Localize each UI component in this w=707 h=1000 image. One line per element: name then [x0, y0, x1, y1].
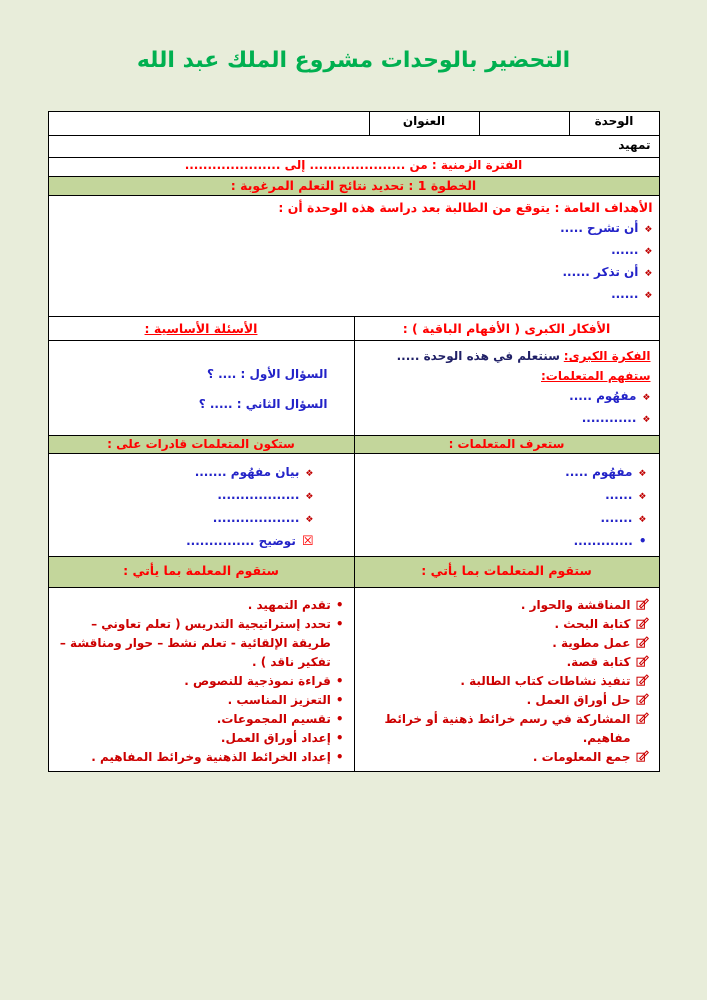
able-item	[55, 462, 314, 485]
able-header: ستكون المتعلمات قادرات على :	[107, 437, 295, 451]
big-idea-cell	[354, 341, 659, 435]
boxed-x-icon: ☒	[301, 534, 314, 549]
question-item: السؤال الثاني : ..... ؟	[198, 397, 328, 411]
learner-item-text: حل أوراق العمل .	[526, 693, 631, 707]
writing-hand-icon	[636, 749, 649, 768]
teacher-item-text: تقدم التمهيد .	[247, 598, 331, 612]
able-item-text: ..................	[217, 488, 300, 502]
teacher-item-text: تقسيم المجموعات.	[216, 712, 331, 726]
diamond-bullet-icon: ❖	[638, 515, 647, 525]
big-idea-text: سنتعلم في هذه الوحدة .....	[396, 349, 560, 363]
writing-hand-icon	[636, 692, 649, 711]
writing-hand-icon	[636, 616, 649, 635]
teacher-item	[55, 729, 344, 748]
diamond-bullet-icon: ❖	[638, 492, 647, 502]
teacher-item-text: إعداد أوراق العمل.	[220, 731, 331, 745]
learner-item-text: المناقشة والحوار .	[520, 598, 631, 612]
know-item	[367, 531, 647, 552]
lesson-plan-table	[48, 111, 660, 772]
know-item	[367, 485, 647, 508]
learner-item-text: عمل مطوية .	[552, 636, 631, 650]
dot-bullet-icon: •	[335, 674, 344, 688]
dot-bullet-icon: •	[335, 693, 344, 707]
teacher-item-text: قراءة نموذجية للنصوص .	[184, 674, 331, 688]
diamond-bullet-icon: ❖	[644, 291, 653, 301]
unit-label: الوحدة	[569, 112, 659, 135]
learner-item-text: كتابة قصة.	[566, 655, 631, 669]
learner-item-text: تنفيذ نشاطات كتاب الطالبة .	[460, 674, 631, 688]
learner-item-text: كتابة البحث .	[554, 617, 631, 631]
able-item	[55, 485, 314, 508]
activities-content-row	[49, 587, 659, 771]
ideas-header-row	[49, 316, 659, 340]
know-item	[367, 508, 647, 531]
questions-cell	[49, 341, 354, 435]
learner-item	[365, 710, 649, 748]
teacher-item	[55, 710, 344, 729]
dot-bullet-icon: •	[335, 750, 344, 764]
understand-item	[363, 408, 651, 430]
know-item-text: ......	[605, 488, 633, 502]
writing-hand-icon	[636, 654, 649, 673]
learner-item	[365, 672, 649, 691]
learner-item	[365, 596, 649, 615]
teacher-item	[55, 748, 344, 767]
writing-hand-icon	[636, 635, 649, 654]
objective-text: ......	[611, 287, 639, 301]
learner-item-text: جمع المعلومات .	[532, 750, 631, 764]
learner-item	[365, 748, 649, 767]
teacher-item-text: التعزيز المناسب .	[227, 693, 331, 707]
able-item	[55, 508, 314, 531]
learner-item	[365, 615, 649, 634]
diamond-bullet-icon: ❖	[644, 247, 653, 257]
step1-header-row	[49, 176, 659, 195]
dot-bullet-icon: •	[638, 534, 647, 548]
diamond-bullet-icon: ❖	[644, 225, 653, 235]
intro-label: تمهيد	[618, 138, 651, 152]
learner-activities-cell	[354, 588, 659, 771]
period-row	[49, 157, 659, 176]
know-cell	[354, 454, 659, 556]
know-item-text: .............	[573, 534, 633, 548]
objective-item	[55, 262, 653, 284]
learner-item	[365, 691, 649, 710]
able-item-text: بيان مفهُوم .......	[194, 465, 300, 479]
teacher-activities-cell	[49, 588, 354, 771]
period-text: الفترة الزمنية : من ..................... إلى .....................	[184, 158, 523, 172]
activities-header-row	[49, 556, 659, 587]
diamond-bullet-icon: ❖	[642, 393, 651, 403]
know-item-text: مفهُوم .....	[565, 465, 633, 479]
question-item: السؤال الأول : .... ؟	[206, 367, 328, 381]
diamond-bullet-icon: ❖	[305, 492, 314, 502]
able-item-text: ...................	[212, 511, 300, 525]
big-idea-label: الفكرة الكبرى:	[563, 349, 651, 363]
teacher-item	[55, 691, 344, 710]
teacher-item-text: تحدد إستراتيجية التدريس ( تعلم تعاوني – طريقة الإلقائية - تعلم نشط – حوار ومناقشة – تفكير ناقد ) .	[59, 617, 331, 669]
intro-row	[49, 135, 659, 157]
diamond-bullet-icon: ❖	[305, 515, 314, 525]
dot-bullet-icon: •	[335, 617, 344, 631]
writing-hand-icon	[636, 673, 649, 692]
able-cell	[49, 454, 354, 556]
title-label: العنوان	[369, 112, 479, 135]
title-value-cell	[49, 112, 369, 135]
dot-bullet-icon: •	[335, 598, 344, 612]
teacher-header: ستقوم المعلمة بما يأتي :	[123, 563, 279, 578]
objective-item	[55, 218, 653, 240]
understand-item-text: ............	[581, 411, 637, 425]
objective-text: أن تذكر ......	[562, 265, 639, 279]
able-item-text: توضيح ...............	[186, 534, 296, 548]
understand-item	[363, 386, 651, 408]
big-ideas-header: الأفكار الكبرى ( الأفهام الباقية ) :	[354, 317, 659, 340]
dot-bullet-icon: •	[335, 712, 344, 726]
understand-item-text: مفهُوم .....	[569, 389, 637, 403]
unit-title-row	[49, 112, 659, 135]
objective-text: أن تشرح .....	[560, 221, 639, 235]
step1-header: الخطوة 1 : تحديد نتائج التعلم المرغوبة :	[230, 178, 477, 193]
diamond-bullet-icon: ❖	[642, 415, 651, 425]
know-header: ستعرف المتعلمات :	[354, 436, 659, 453]
learner-item-text: المشاركة في رسم خرائط ذهنية أو خرائط مفاهيم.	[384, 712, 631, 745]
know-item	[367, 462, 647, 485]
able-item	[55, 531, 314, 552]
objective-item	[55, 284, 653, 306]
diamond-bullet-icon: ❖	[644, 269, 653, 279]
essential-questions-header: الأسئلة الأساسية :	[144, 321, 258, 336]
know-able-content-row	[49, 453, 659, 556]
objectives-row	[49, 195, 659, 316]
know-item-text: .......	[600, 511, 633, 525]
ideas-content-row	[49, 340, 659, 435]
big-idea-line	[363, 346, 651, 366]
objective-item	[55, 240, 653, 262]
teacher-item	[55, 672, 344, 691]
teacher-item	[55, 596, 344, 615]
learner-item	[365, 653, 649, 672]
writing-hand-icon	[636, 597, 649, 616]
know-able-header-row	[49, 435, 659, 453]
teacher-item	[55, 615, 344, 672]
diamond-bullet-icon: ❖	[305, 469, 314, 479]
understand-label: ستفهم المتعلمات:	[541, 369, 651, 383]
objective-text: ......	[611, 243, 639, 257]
learner-item	[365, 634, 649, 653]
learners-header: ستقوم المتعلمات بما يأتي :	[354, 557, 659, 587]
writing-hand-icon	[636, 711, 649, 730]
document-title: التحضير بالوحدات مشروع الملك عبد الله	[136, 48, 571, 73]
objectives-heading: الأهداف العامة : يتوقع من الطالبة بعد دراسة هذه الوحدة أن :	[278, 200, 653, 215]
unit-value-cell	[479, 112, 569, 135]
teacher-item-text: إعداد الخرائط الذهنية وخرائط المفاهيم .	[91, 750, 331, 764]
dot-bullet-icon: •	[335, 731, 344, 745]
diamond-bullet-icon: ❖	[638, 469, 647, 479]
